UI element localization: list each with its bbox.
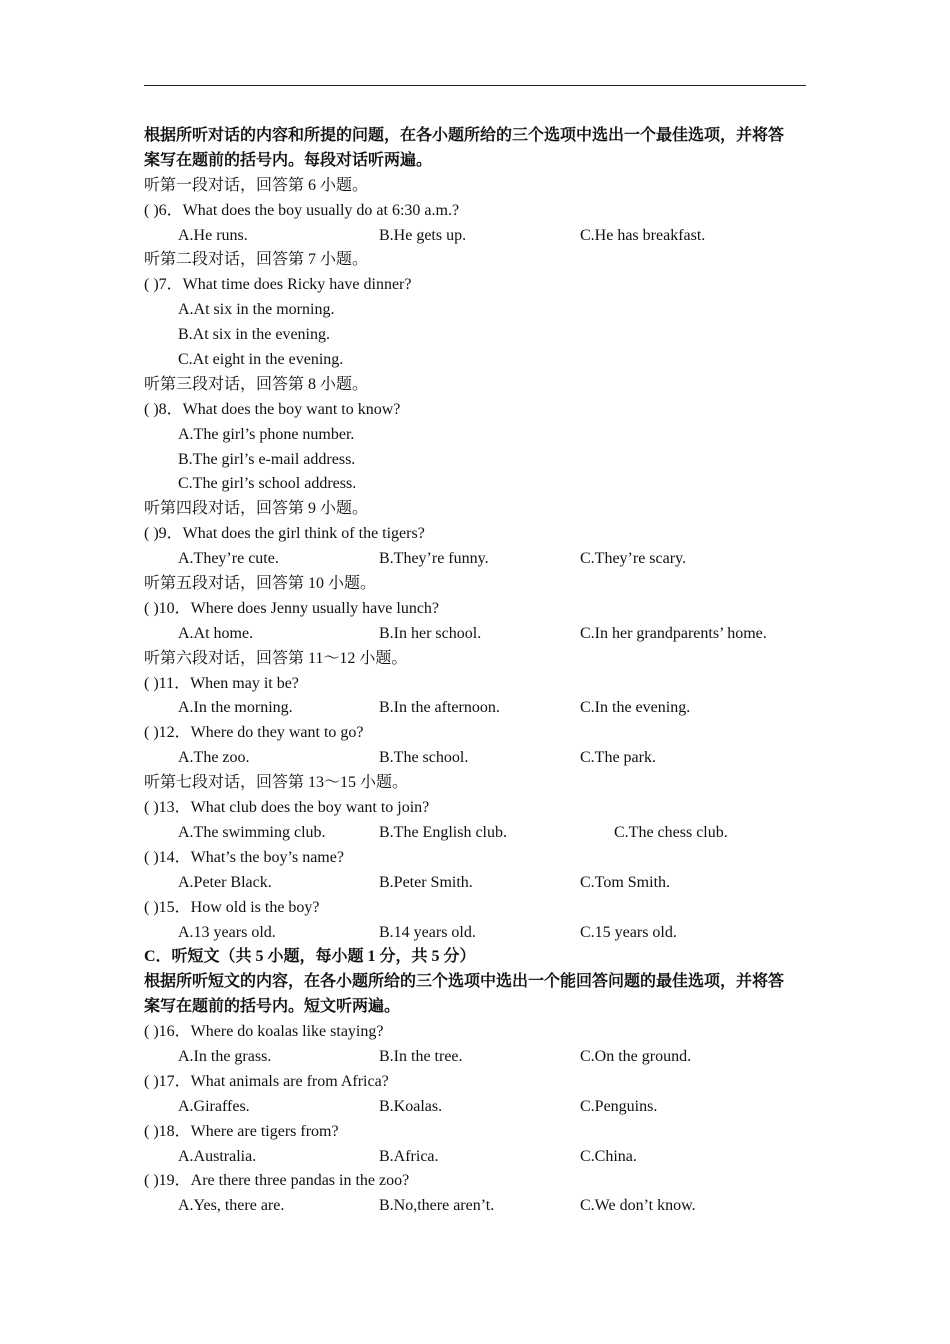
option-a[interactable]: A.Peter Black. [178,873,272,891]
dialogue-6-heading: 听第六段对话，回答第 11～12 小题。 [144,649,408,667]
question-14-stem: ( )14．What’s the boy’s name? [144,848,344,866]
option-c[interactable]: C.The chess club. [614,823,728,841]
option-c[interactable]: C.Tom Smith. [580,873,671,891]
option-b[interactable]: B.The English club. [379,823,507,841]
section-c-instruction-cont: 案写在题前的括号内。短文听两遍。 [144,998,401,1016]
option-c[interactable]: C.15 years old. [580,923,677,941]
option-a[interactable]: A.The zoo. [178,749,250,767]
question-10-options [144,622,814,647]
option-a[interactable]: A.Yes, there are. [178,1197,285,1215]
question-18-options [144,1145,814,1170]
option-b[interactable]: B.In the afternoon. [379,699,500,717]
exam-body [144,124,814,1219]
question-9-options [144,547,814,572]
question-19-stem: ( )19．Are there three pandas in the zoo? [144,1172,410,1190]
option-a[interactable]: A.In the morning. [178,699,293,717]
question-13-options [144,821,814,846]
option-b[interactable]: B.The girl’s e-mail address. [178,450,356,468]
question-15-stem: ( )15．How old is the boy? [144,898,320,916]
question-11-stem: ( )11．When may it be? [144,674,299,692]
question-14-options [144,871,814,896]
dialogue-3-heading: 听第三段对话，回答第 8 小题。 [144,375,369,393]
header-rule [144,85,806,86]
question-12-stem: ( )12．Where do they want to go? [144,724,364,742]
option-c[interactable]: C.They’re scary. [580,550,687,568]
option-a[interactable]: A.At six in the morning. [178,301,335,319]
option-c[interactable]: C.The park. [580,749,656,767]
option-a[interactable]: A.Giraffes. [178,1097,250,1115]
question-17-options [144,1095,814,1120]
option-c[interactable]: C.China. [580,1147,637,1165]
section-c-instruction: 根据所听短文的内容，在各小题所给的三个选项中选出一个能回答问题的最佳选项，并将答 [144,973,785,991]
question-8-stem: ( )8．What does the boy want to know? [144,400,401,418]
option-c[interactable]: C.In her grandparents’ home. [580,624,767,642]
question-15-options [144,921,814,946]
option-a[interactable]: A.The swimming club. [178,823,326,841]
option-b[interactable]: B.Africa. [379,1147,439,1165]
question-16-options [144,1045,814,1070]
option-c[interactable]: C.The girl’s school address. [178,475,357,493]
option-b[interactable]: B.In her school. [379,624,482,642]
question-9-stem: ( )9．What does the girl think of the tigers? [144,525,425,543]
dialogue-2-heading: 听第二段对话，回答第 7 小题。 [144,251,369,269]
question-10-stem: ( )10．Where does Jenny usually have lunch? [144,599,440,617]
question-16-stem: ( )16．Where do koalas like staying? [144,1023,384,1041]
option-a[interactable]: A.At home. [178,624,254,642]
option-b[interactable]: B.No,there aren’t. [379,1197,495,1215]
question-11-options [144,696,814,721]
option-c[interactable]: C.In the evening. [580,699,691,717]
question-6-stem: ( )6．What does the boy usually do at 6:30 a.m.? [144,201,460,219]
option-b[interactable]: B.At six in the evening. [178,326,330,344]
option-b[interactable]: B.He gets up. [379,226,467,244]
option-a[interactable]: A.In the grass. [178,1047,272,1065]
question-18-stem: ( )18．Where are tigers from? [144,1122,339,1140]
question-13-stem: ( )13．What club does the boy want to join? [144,799,430,817]
option-b[interactable]: B.In the tree. [379,1047,463,1065]
question-19-options [144,1194,814,1219]
dialogue-7-heading: 听第七段对话，回答第 13～15 小题。 [144,774,409,792]
option-a[interactable]: A.Australia. [178,1147,257,1165]
dialogue-5-heading: 听第五段对话，回答第 10 小题。 [144,575,377,593]
option-c[interactable]: C.We don’t know. [580,1197,696,1215]
section-c-heading: C．听短文（共 5 小题，每小题 1 分，共 5 分） [144,948,476,966]
option-c[interactable]: C.Penguins. [580,1097,658,1115]
section-b-instruction: 根据所听对话的内容和所提的问题，在各小题所给的三个选项中选出一个最佳选项，并将答 [144,127,785,144]
option-b[interactable]: B.Koalas. [379,1097,443,1115]
option-c[interactable]: C.He has breakfast. [580,226,706,244]
option-b[interactable]: B.The school. [379,749,469,767]
question-7-stem: ( )7．What time does Ricky have dinner? [144,276,412,294]
option-a[interactable]: A.The girl’s phone number. [178,425,355,443]
question-17-stem: ( )17．What animals are from Africa? [144,1072,389,1090]
question-6-options [144,224,814,249]
option-a[interactable]: A.He runs. [178,226,248,244]
option-b[interactable]: B.They’re funny. [379,550,489,568]
option-a[interactable]: A.They’re cute. [178,550,279,568]
option-b[interactable]: B.14 years old. [379,923,476,941]
dialogue-1-heading: 听第一段对话，回答第 6 小题。 [144,176,369,194]
option-c[interactable]: C.At eight in the evening. [178,351,344,369]
option-b[interactable]: B.Peter Smith. [379,873,473,891]
section-b-instruction-cont: 案写在题前的括号内。每段对话听两遍。 [144,151,433,169]
option-a[interactable]: A.13 years old. [178,923,276,941]
question-12-options [144,746,814,771]
dialogue-4-heading: 听第四段对话，回答第 9 小题。 [144,500,369,518]
option-c[interactable]: C.On the ground. [580,1047,692,1065]
